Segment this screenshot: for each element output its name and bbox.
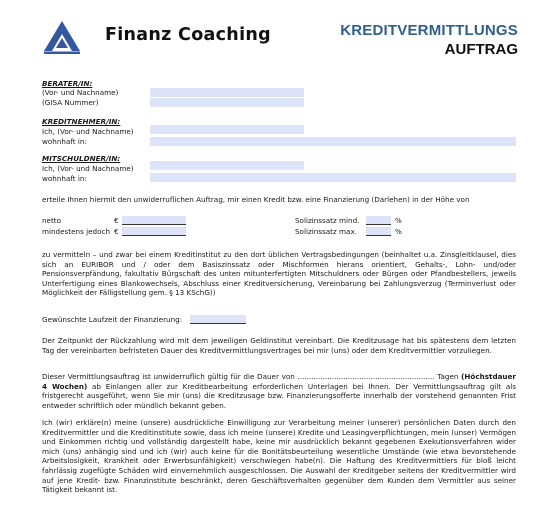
- kreditnehmer-heading: KREDITNEHMER/IN:: [42, 117, 121, 126]
- laufzeit-field[interactable]: [190, 315, 246, 324]
- mitschuldner-heading: MITSCHULDNER/IN:: [42, 154, 121, 163]
- intro-text: erteile Ihnen hiermit den unwiderruflichen Auftrag, mir einen Kredit bzw. eine Finanzierung (Darlehen) in der Höhe von: [42, 195, 470, 204]
- min-amount-label: mindestens jedoch: [42, 227, 110, 236]
- berater-name-field[interactable]: [150, 88, 304, 97]
- berater-heading: BERATER/IN:: [42, 79, 93, 88]
- min-amount-field[interactable]: [122, 227, 186, 236]
- zins-min-field[interactable]: [366, 216, 391, 225]
- dauer-paragraph: [42, 372, 516, 410]
- dauer-text-start: Dieser Vermittlungsauftrag ist unwiderruflich gültig für die Dauer von ............................................................ Tagen: [42, 372, 459, 381]
- mitschuldner-address-field[interactable]: [150, 173, 516, 182]
- netto-amount-field[interactable]: [122, 216, 186, 225]
- kreditnehmer-name-label: Ich, (Vor- und Nachname): [42, 127, 134, 136]
- doc-title-line2: AUFTRAG: [444, 41, 518, 58]
- conditions-paragraph: zu vermitteln – und zwar bei einem Kreditinstitut zu den dort üblichen Vertragsbedingungen (beinhaltet u.a. Zinsgleitklausel, dies sich an EURIBOR und / oder dem Basiszinssatz oder Mischformen hierans orientiert, Gehalts-, Lohn- und/oder Pensionsverpfändung, fakultativ Bürgschaft des unten mitunterfertigten Mitschuldners oder Bürgen oder Pfandbestellers, jeweils Unterfertigung eines Blankowechsels, Abschluss einer Kreditversicherung, Vereinbarung bei Zahlungsverzug (Terminverlust oder Möglichkeit der Fälligstellung gem. § 13 KSchG)): [42, 250, 516, 298]
- zins-max-label: Solizinssatz max.: [295, 227, 357, 236]
- mitschuldner-name-field[interactable]: [150, 161, 304, 170]
- einwilligung-paragraph: Ich (wir) erkläre(n) meine (unsere) ausdrückliche Einwilligung zur Verarbeitung meiner (unserer) persönlichen Daten durch den Kreditvermittler und die Kreditinstitute sowie, dass ich meine (unsere) Kredite und Leasingverpflichtungen, mein (unser) Vermögen und Einkommen richtig und vollständig dargestellt habe, keine mir ausdrücklich bekannt gegebenen Exekutionsverfahren wider mich (uns) anhängig sind und ich (wir) auch keine für die Bonitätsbeurteilung wesentliche Umstände (wie etwa bevorstehende Arbeitslosigkeit, Krankheit oder Erwerbsunfähigkeit) verschwiegen habe(n). Die Haftung des Kreditvermittlers für bloß leicht fahrlässig zugefügte Schäden wird einvernehmlich ausgeschlossen. Die Auswahl der Kreditgeber seitens der Kreditvermittler wird auf jene Kredit- bzw. Finanzinstitute beschränkt, deren Geschäftsverhalten gegenüber dem Kunden dem Vermittler aus seiner Tätigkeit bekannt ist.: [42, 418, 516, 495]
- min-currency: €: [114, 227, 119, 236]
- berater-gisa-label: (GISA Nummer): [42, 98, 99, 107]
- netto-label: netto: [42, 216, 62, 225]
- mitschuldner-name-label: Ich, (Vor- und Nachname): [42, 164, 134, 173]
- zins-max-percent: %: [395, 227, 402, 236]
- dauer-text-end: ab Einlangen aller zur Kreditbearbeitung erforderlichen Unterlagen bei Ihnen. Der Vermittlungsauftrag gilt als fristgerecht ausgeführt, wenn Sie mir (uns) die Kreditzusage bzw. Finanzierungsofferte innerhalb der vorstehend genannten Frist entweder schriftlich oder mündlich bekannt geben.: [42, 381, 516, 410]
- zins-max-field[interactable]: [366, 227, 391, 236]
- kreditnehmer-address-label: wohnhaft in:: [42, 137, 87, 146]
- dauer-max-note: (Höchstdauer 4 Wochen): [42, 372, 516, 391]
- berater-name-label: (Vor- und Nachname): [42, 88, 119, 97]
- kreditnehmer-name-field[interactable]: [150, 125, 304, 134]
- company-logo-icon: [43, 20, 81, 54]
- zins-min-percent: %: [395, 216, 402, 225]
- netto-currency: €: [114, 216, 119, 225]
- doc-title-line1: KREDITVERMITTLUNGS: [340, 22, 518, 39]
- berater-gisa-field[interactable]: [150, 98, 304, 107]
- zins-min-label: Solizinssatz mind.: [295, 216, 360, 225]
- brand-name: Finanz Coaching: [105, 25, 271, 45]
- laufzeit-label: Gewünschte Laufzeit der Finanzierung:: [42, 315, 183, 324]
- rueckzahlung-paragraph: Der Zeitpunkt der Rückzahlung wird mit dem jeweiligen Geldinstitut vereinbart. Die Kreditzusage hat bis spätestens dem letzten Tag der vereinbarten befristeten Dauer des Kreditvermittlungsvertrages bei mir (uns) oder dem Kreditvermittler vorzuliegen.: [42, 336, 516, 355]
- mitschuldner-address-label: wohnhaft in:: [42, 174, 87, 183]
- kreditnehmer-address-field[interactable]: [150, 137, 516, 146]
